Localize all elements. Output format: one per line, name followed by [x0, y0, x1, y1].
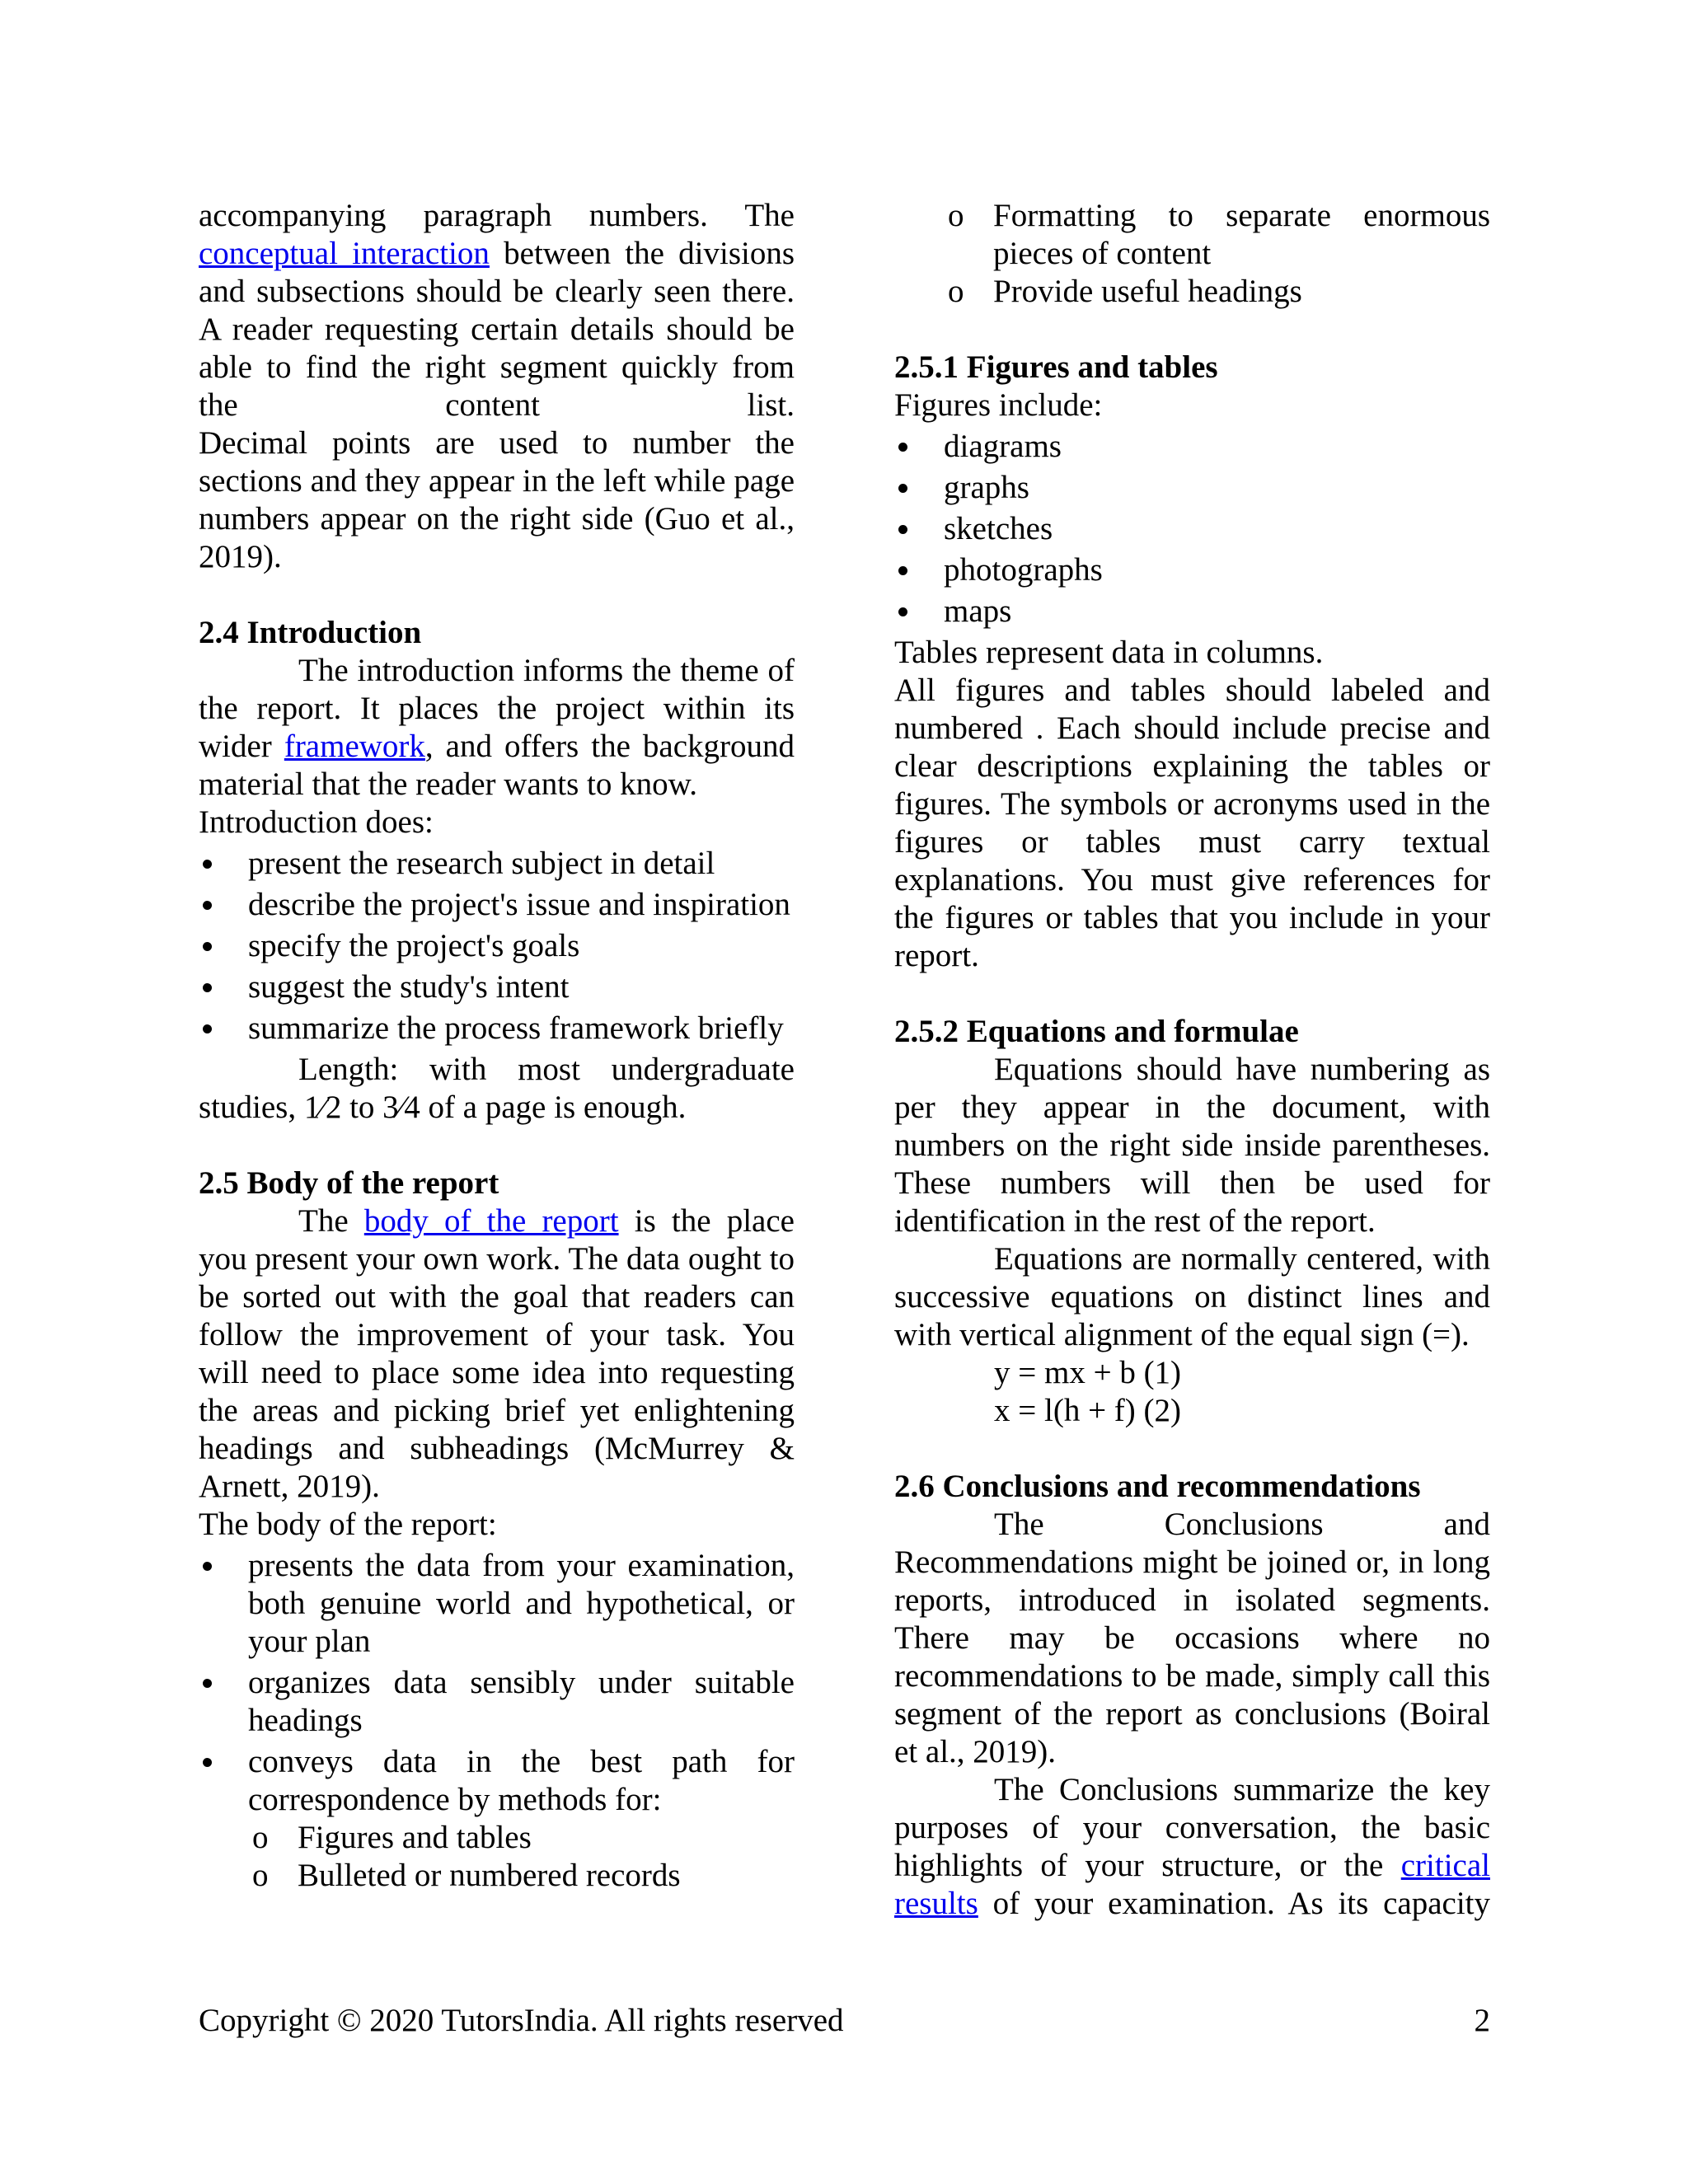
list-item: maps	[894, 593, 1490, 630]
heading-introduction: 2.4 Introduction	[199, 615, 422, 650]
tables-represent: Tables represent data in columns.	[894, 635, 1324, 670]
figures-include-label: Figures include:	[894, 387, 1103, 423]
right-column	[894, 197, 1490, 1923]
introduction-does-label: Introduction does:	[199, 804, 434, 840]
list-item: photographs	[894, 551, 1490, 589]
page-number: 2	[1474, 2003, 1490, 2038]
list-item: conveys data in the best path for correspondence by methods for: o Figures and tables o Bulleted or numbered records	[199, 1743, 795, 1895]
paragraph-length: Length: with most undergraduate studies, 1⁄2 to 3⁄4 of a page is enough.	[199, 1052, 795, 1125]
paragraph-introduction: The introduction informs the theme of the report. It places the project within its wider framework, and offers the background material that the reader wants to know.	[199, 653, 795, 802]
page-footer	[199, 2002, 1490, 2040]
heading-body-of-report: 2.5 Body of the report	[199, 1165, 499, 1201]
heading-conclusions: 2.6 Conclusions and recommendations	[894, 1469, 1421, 1504]
framework-link[interactable]: framework	[284, 729, 425, 764]
paragraph-conclusions-1: The Conclusions and Recommendations might be joined or, in long reports, introduced in isolated segments. There may be occasions where no recommendations to be made, simply call this segment of the report as conclusions (Boiral et al., 2019).	[894, 1507, 1490, 1769]
list-item: present the research subject in detail	[199, 845, 795, 883]
list-item: summarize the process framework briefly	[199, 1010, 795, 1047]
list-item: graphs	[894, 469, 1490, 507]
list-item: sketches	[894, 510, 1490, 548]
body-list	[199, 1547, 795, 1895]
heading-figures-and-tables: 2.5.1 Figures and tables	[894, 349, 1218, 385]
conceptual-interaction-link[interactable]: conceptual interaction	[199, 236, 490, 271]
sublist-item: o Bulleted or numbered records	[248, 1857, 795, 1895]
paragraph-continuation: accompanying paragraph numbers. The conceptual interaction between the divisions and subsections should be clearly seen there. A reader requesting certain details should be able to find the right segment quickly from the content list.	[199, 198, 795, 423]
body-sublist	[248, 1819, 795, 1895]
list-item: suggest the study's intent	[199, 968, 795, 1006]
paragraph-equations-2: Equations are normally centered, with successive equations on distinct lines and with vertical alignment of the equal sign (=).	[894, 1241, 1490, 1352]
formula-1: y = mx + b (1)	[994, 1355, 1182, 1390]
heading-equations: 2.5.2 Equations and formulae	[894, 1014, 1299, 1049]
sublist-item: o Provide useful headings	[944, 273, 1490, 311]
body-of-report-label: The body of the report:	[199, 1507, 497, 1542]
list-item: describe the project's issue and inspiration	[199, 886, 795, 924]
sublist-item: o Figures and tables	[248, 1819, 795, 1857]
continued-sublist	[944, 197, 1490, 311]
paragraph-equations-1: Equations should have numbering as per they appear in the document, with numbers on the right side inside parentheses. These numbers will then be used for identification in the rest of the report.	[894, 1052, 1490, 1239]
list-item: presents the data from your examination, both genuine world and hypothetical, or your plan	[199, 1547, 795, 1661]
formula-2: x = l(h + f) (2)	[994, 1393, 1182, 1428]
paragraph-conclusions-2: The Conclusions summarize the key purposes of your conversation, the basic highlights of your structure, or the critical results of your examination. As its capacity	[894, 1772, 1491, 1921]
left-column	[199, 197, 795, 1898]
paragraph-body: The body of the report is the place you present your own work. The data ought to be sorted out with the goal that readers can follow the improvement of your task. You will need to place some idea into requesting the areas and picking brief yet enlightening headings and subheadings (McMurrey & Arnett, 2019).	[199, 1203, 795, 1504]
list-item: organizes data sensibly under suitable headings	[199, 1664, 795, 1740]
introduction-list	[199, 845, 795, 1047]
paragraph-decimal-points: Decimal points are used to number the sections and they appear in the left while page numbers appear on the right side (Guo et al., 2019).	[199, 425, 795, 574]
paragraph-figures: All figures and tables should labeled and numbered . Each should include precise and clear descriptions explaining the tables or figures. The symbols or acronyms used in the figures or tables must carry textual explanations. You must give references for the figures or tables that you include in your report.	[894, 673, 1490, 973]
list-item: specify the project's goals	[199, 927, 795, 965]
figures-list	[894, 428, 1490, 630]
sublist-item: o Formatting to separate enormous pieces of content	[944, 197, 1490, 273]
body-of-report-link[interactable]: body of the report	[363, 1203, 619, 1239]
critical-results-link[interactable]: critical results	[894, 1848, 1490, 1921]
copyright-text: Copyright © 2020 TutorsIndia. All rights reserved	[199, 2003, 844, 2038]
list-item: diagrams	[894, 428, 1490, 466]
